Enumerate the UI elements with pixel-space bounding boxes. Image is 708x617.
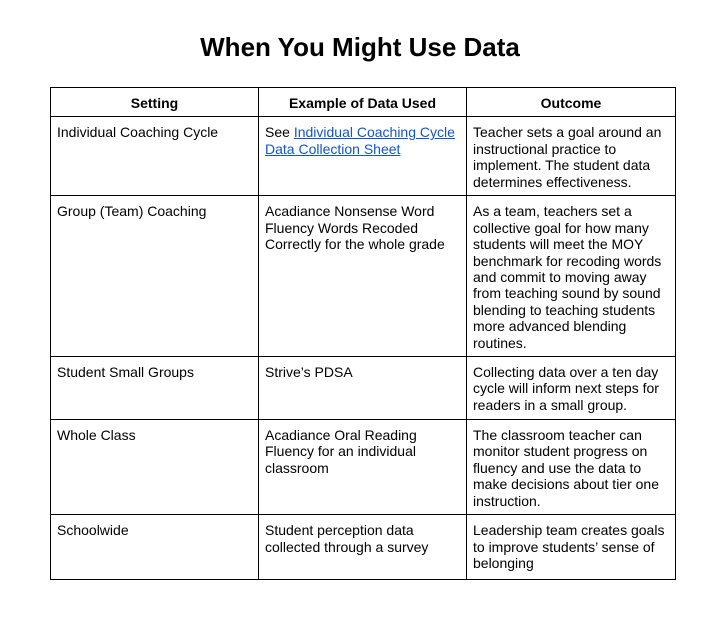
setting-cell: Individual Coaching Cycle <box>51 117 259 196</box>
outcome-cell: The classroom teacher can monitor student progress on fluency and use the data to make decisions about tier one instruction. <box>467 420 676 515</box>
outcome-cell: Leadership team creates goals to improve students’ sense of belonging <box>467 515 676 580</box>
setting-cell: Whole Class <box>51 420 259 515</box>
page-title: When You Might Use Data <box>200 32 520 62</box>
example-cell: Acadiance Oral Reading Fluency for an individual classroom <box>259 420 467 515</box>
example-cell: Student perception data collected through a survey <box>259 515 467 580</box>
outcome-cell: Teacher sets a goal around an instructional practice to implement. The student data determines effectiveness. <box>467 117 676 196</box>
header-outcome: Outcome <box>467 88 676 117</box>
data-usage-table <box>50 87 676 580</box>
example-cell: Strive’s PDSA <box>259 357 467 420</box>
setting-cell: Student Small Groups <box>51 357 259 420</box>
table-row <box>51 196 676 357</box>
setting-cell: Group (Team) Coaching <box>51 196 259 357</box>
table-row <box>51 117 676 196</box>
example-cell <box>259 117 467 196</box>
data-collection-sheet-link[interactable]: Individual Coaching Cycle Data Collection Sheet <box>265 124 455 157</box>
table-header-row <box>51 88 676 117</box>
example-prefix-text: See <box>265 124 294 141</box>
header-setting: Setting <box>51 88 259 117</box>
header-example: Example of Data Used <box>259 88 467 117</box>
example-cell: Acadiance Nonsense Word Fluency Words Recoded Correctly for the whole grade <box>259 196 467 357</box>
table-row <box>51 357 676 420</box>
outcome-cell: As a team, teachers set a collective goal for how many students will meet the MOY benchmark for recoding words and commit to moving away from teaching sound by sound blending to teaching students more advanced blending routines. <box>467 196 676 357</box>
setting-cell: Schoolwide <box>51 515 259 580</box>
outcome-cell: Collecting data over a ten day cycle will inform next steps for readers in a small group. <box>467 357 676 420</box>
table-row <box>51 420 676 515</box>
table-row <box>51 515 676 580</box>
